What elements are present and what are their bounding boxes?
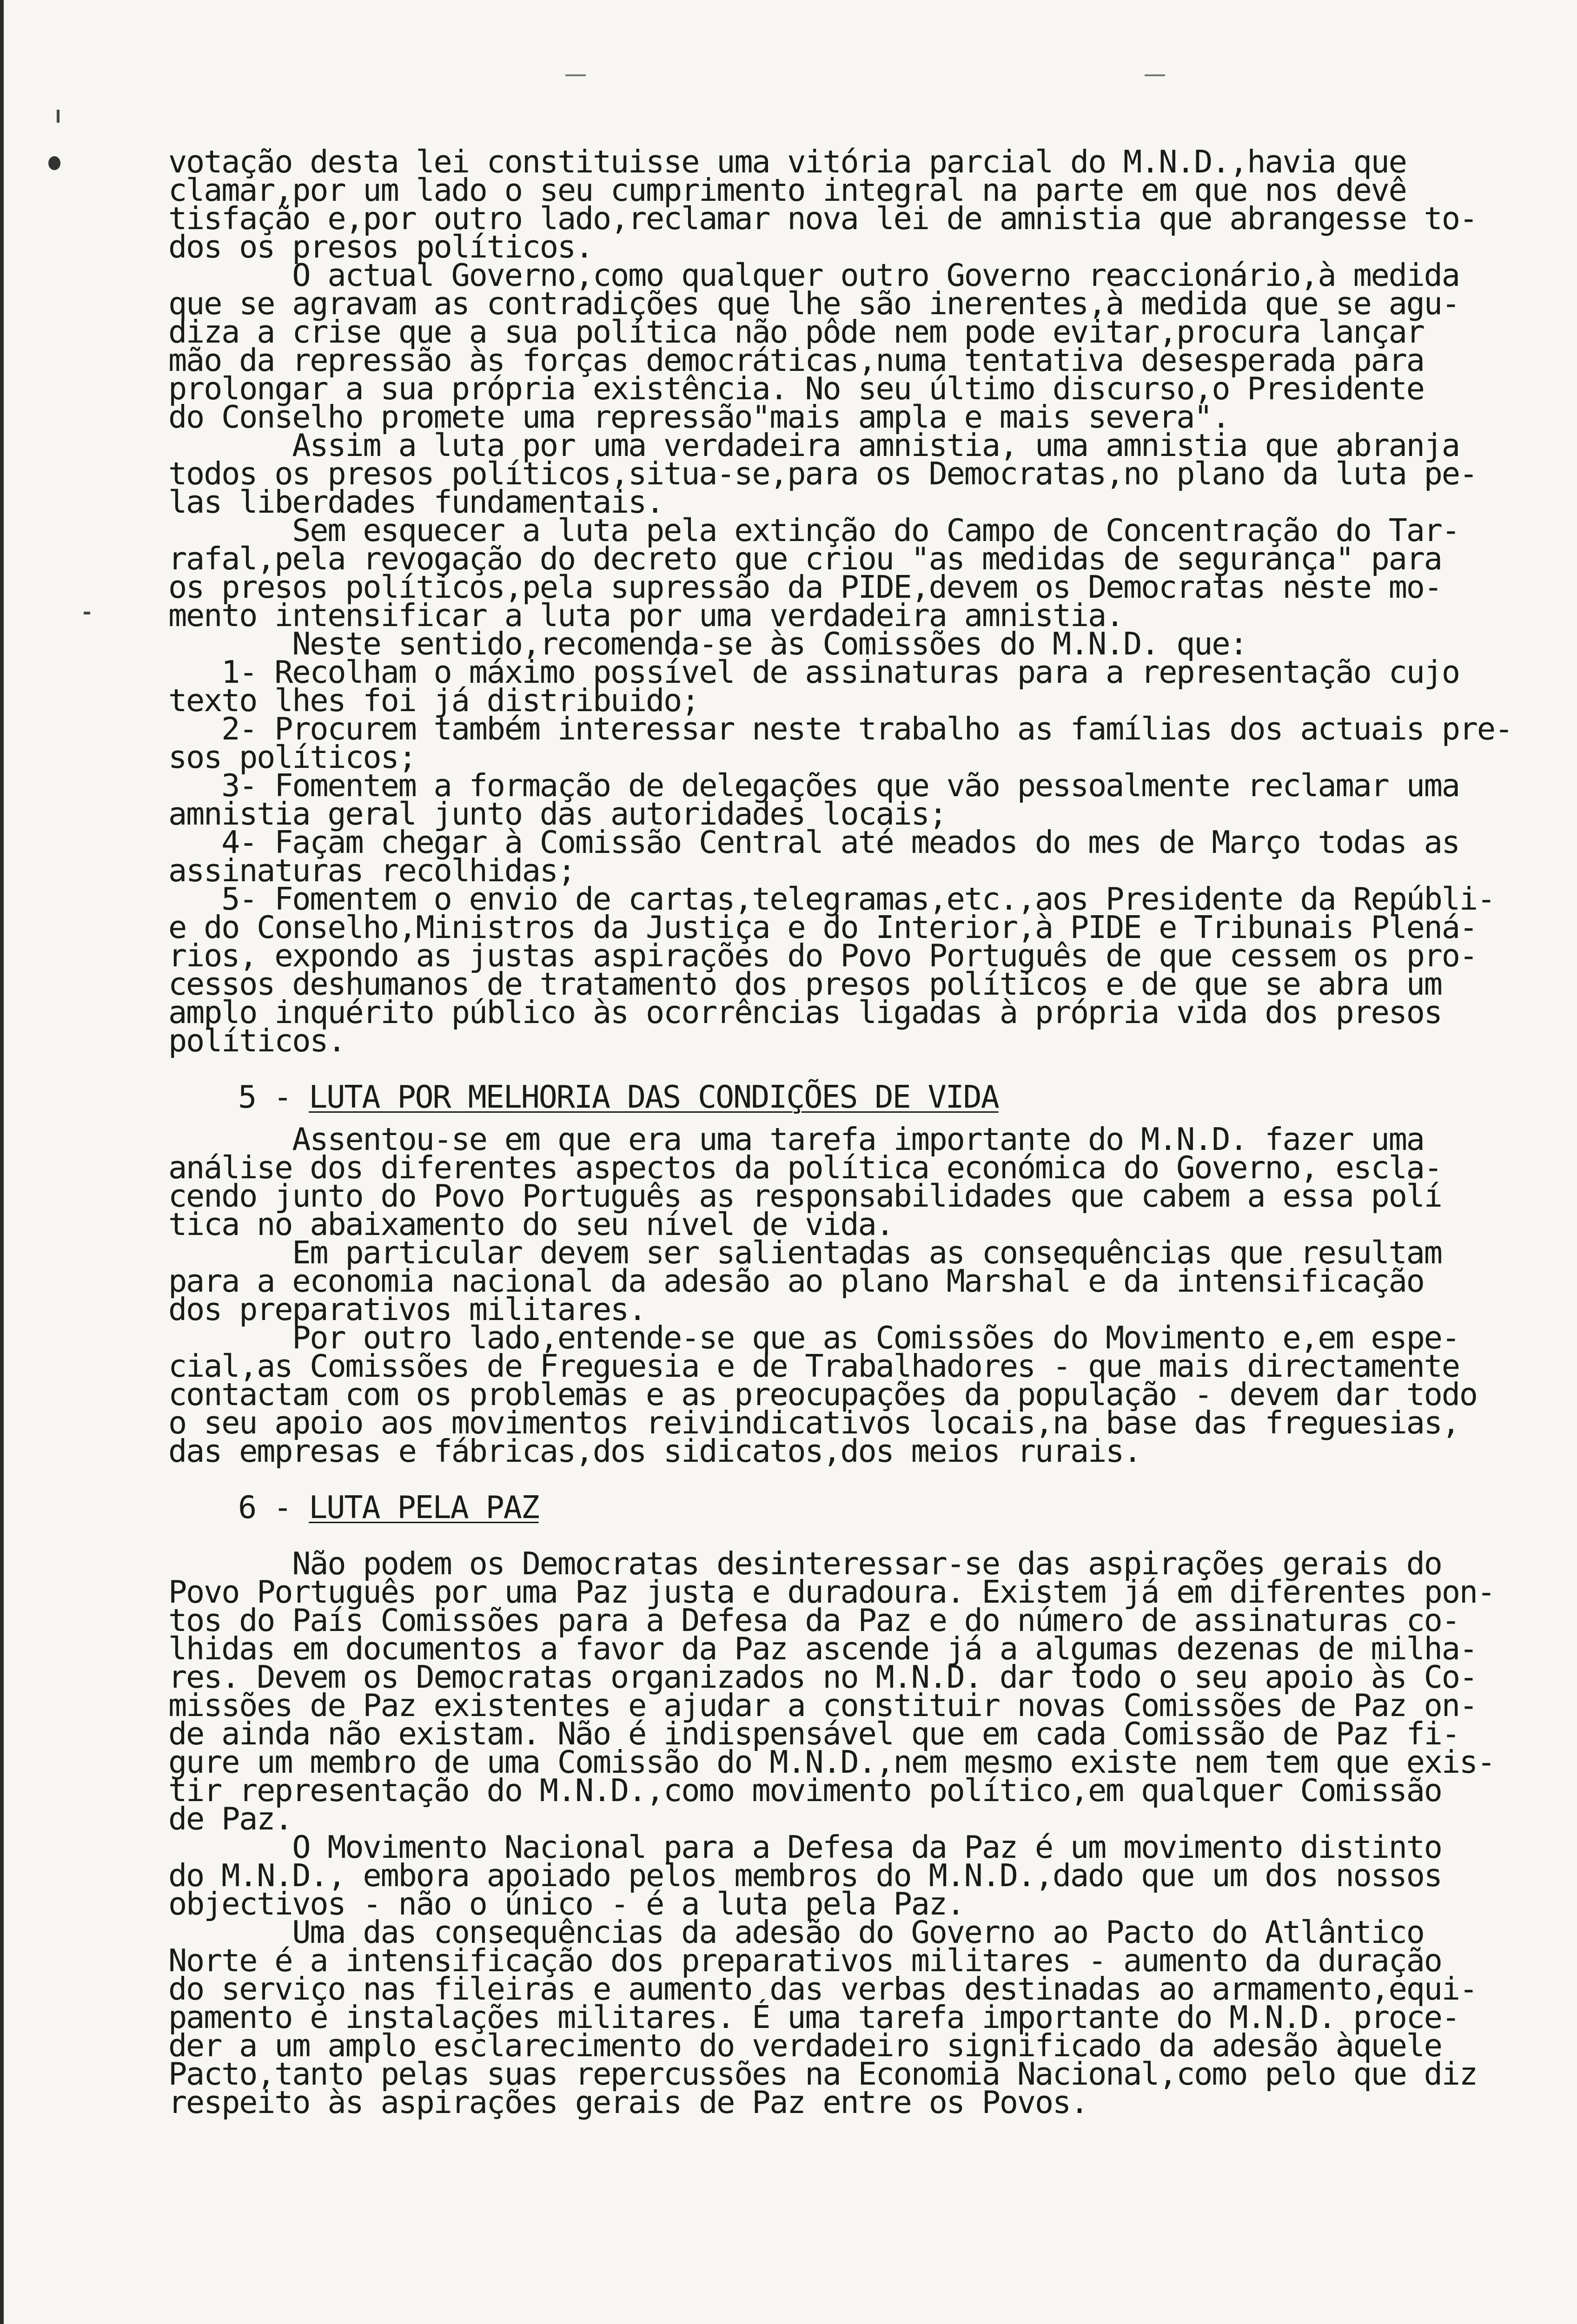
text-line: que se agravam as contradições que lhe são inerentes,à medida que se agu- [168, 285, 1459, 322]
text-line: Por outro lado,entende-se que as Comissões do Movimento e,em espe- [168, 1320, 1459, 1356]
text-line: Não podem os Democratas desinteressar-se das aspirações gerais do [168, 1545, 1442, 1582]
text-line: tica no abaixamento do seu nível de vida. [168, 1206, 894, 1242]
text-line: dos preparativos militares. [168, 1291, 646, 1327]
text-line: dos os presos políticos. [168, 229, 593, 265]
text-line: cendo junto do Povo Português as responsabilidades que cabem a essa polí [168, 1178, 1442, 1214]
text-line: de Paz. [168, 1801, 292, 1837]
paragraph-s6p2 [168, 1829, 1544, 1922]
text-line: objectivos - não o único - é a luta pela Paz. [168, 1886, 964, 1922]
scan-left-edge [0, 0, 4, 2324]
text-line: Sem esquecer a luta pela extinção do Campo de Concentração do Tar- [168, 512, 1459, 548]
paragraph-s6p3 [168, 1914, 1544, 2120]
text-line: 3- Fomentem a formação de delegações que vão pessoalmente reclamar uma [168, 767, 1459, 804]
text-line: Em particular devem ser salientadas as consequências que resultam [168, 1235, 1442, 1271]
punch-hole-mark [48, 156, 60, 170]
paragraph-p1 [168, 144, 1544, 265]
text-line: O actual Governo,como qualquer outro Governo reaccionário,à medida [168, 257, 1459, 293]
text-line: das empresas e fábricas,dos sidicatos,dos meios rurais. [168, 1433, 1141, 1469]
text-line: contactam com os problemas e as preocupações da população - devem dar todo [168, 1376, 1477, 1413]
text-line: os presos políticos,pela supressão da PIDE,devem os Democratas neste mo- [168, 569, 1442, 605]
text-line: 2- Procurem também interessar neste trabalho as famílias dos actuais pre- [168, 711, 1512, 747]
text-line: Neste sentido,recomenda-se às Comissões do M.N.D. que: [168, 626, 1247, 662]
text-line: pamento e instalações militares. É uma tarefa importante do M.N.D. proce- [168, 1999, 1459, 2035]
paragraph-s6p1 [168, 1545, 1544, 1837]
text-line: prolongar a sua própria existência. No seu último discurso,o Presidente [168, 370, 1424, 407]
text-line: de ainda não existam. Não é indispensável que em cada Comissão de Paz fi- [168, 1716, 1459, 1752]
text-line: tisfação e,por outro lado,reclamar nova lei de amnistia que abrangesse to- [168, 200, 1477, 237]
text-line: Assentou-se em que era uma tarefa importante do M.N.D. fazer uma [168, 1121, 1424, 1157]
text-line: gure um membro de uma Comissão do M.N.D.,nem mesmo existe nem tem que exis- [168, 1744, 1495, 1780]
text-line: lhidas em documentos a favor da Paz ascende já a algumas dezenas de milha- [168, 1631, 1477, 1667]
text-line: Uma das consequências da adesão do Governo ao Pacto do Atlântico [168, 1914, 1424, 1950]
text-line: Pacto,tanto pelas suas repercussões na Economia Nacional,como pelo que diz [168, 2056, 1477, 2092]
paragraph-s5p2 [168, 1235, 1544, 1327]
text-line: cessos deshumanos de tratamento dos presos políticos e de que se abra um [168, 966, 1442, 1002]
section-5-heading: 5 - LUTA POR MELHORIA DAS CONDIÇÕES DE VIDA [238, 1079, 999, 1115]
margin-tick [84, 612, 90, 614]
text-line: res. Devem os Democratas organizados no M.N.D. dar todo o seu apoio às Co- [168, 1659, 1477, 1695]
text-line: las liberdades fundamentais. [168, 484, 664, 520]
text-line: amnistia geral junto das autoridades locais; [168, 796, 947, 832]
text-line: todos os presos políticos,situa-se,para os Democratas,no plano da luta pe- [168, 456, 1477, 492]
header-dash-left [565, 74, 586, 76]
text-line: Povo Português por uma Paz justa e duradoura. Existem já em diferentes pon- [168, 1574, 1495, 1610]
text-line: assinaturas recolhidas; [168, 852, 575, 889]
paragraph-group-paz [168, 1545, 1544, 2120]
text-line: do Conselho promete uma repressão"mais ampla e mais severa". [168, 399, 1230, 435]
section-6-heading: 6 - LUTA PELA PAZ [238, 1489, 539, 1525]
text-line: rios, expondo as justas aspirações do Povo Português de que cessem os pro- [168, 938, 1477, 974]
text-line: análise dos diferentes aspectos da política económica do Governo, escla- [168, 1149, 1442, 1186]
text-line: sos políticos; [168, 739, 416, 775]
text-line: políticos. [168, 1023, 345, 1059]
text-line: Norte é a intensificação dos preparativos militares - aumento da duração [168, 1942, 1442, 1979]
text-line: votação desta lei constituisse uma vitória parcial do M.N.D.,havia que [168, 144, 1406, 180]
text-line: cial,as Comissões de Freguesia e de Trabalhadores - que mais directamente [168, 1348, 1459, 1384]
paragraph-p8 [168, 767, 1544, 832]
text-line: 1- Recolham o máximo possível de assinaturas para a representação cujo [168, 654, 1459, 690]
text-line: do M.N.D., embora apoiado pelos membros do M.N.D.,dado que um dos nossos [168, 1857, 1442, 1894]
paragraph-s5p1 [168, 1121, 1544, 1242]
text-line: respeito às aspirações gerais de Paz entre os Povos. [168, 2084, 1088, 2120]
paragraph-p9 [168, 824, 1544, 889]
text-line: amplo inquérito público às ocorrências ligadas à própria vida dos presos [168, 994, 1442, 1030]
text-line: O Movimento Nacional para a Defesa da Paz é um movimento distinto [168, 1829, 1442, 1865]
typed-body [168, 144, 1544, 2120]
text-line: 5- Fomentem o envio de cartas,telegramas,etc.,aos Presidente da Repúbli- [168, 881, 1495, 917]
text-line: missões de Paz existentes e ajudar a constituir novas Comissões de Paz on- [168, 1687, 1477, 1723]
paragraph-p10 [168, 881, 1544, 1059]
text-line: do serviço nas fileiras e aumento das verbas destinadas ao armamento,equi- [168, 1971, 1477, 2007]
header-dash-right [1145, 74, 1165, 76]
paragraph-p3 [168, 427, 1544, 520]
text-line: rafal,pela revogação do decreto que criou "as medidas de segurança" para [168, 541, 1442, 577]
text-line: mão da repressão às forças democráticas,numa tentativa desesperada para [168, 342, 1424, 378]
text-line: clamar,por um lado o seu cumprimento integral na parte em que nos devê [168, 172, 1406, 208]
text-line: o seu apoio aos movimentos reivindicativos locais,na base das freguesias, [168, 1405, 1459, 1441]
paragraph-group-amnistia [168, 144, 1544, 1059]
text-line: tos do País Comissões para a Defesa da Paz e do número de assinaturas co- [168, 1602, 1459, 1638]
section-5-title: LUTA POR MELHORIA DAS CONDIÇÕES DE VIDA [309, 1079, 999, 1115]
section-6-title: LUTA PELA PAZ [309, 1489, 539, 1525]
text-line: mento intensificar a luta por uma verdadeira amnistia. [168, 597, 1124, 634]
text-line: Assim a luta por uma verdadeira amnistia, uma amnistia que abranja [168, 427, 1459, 463]
text-line: para a economia nacional da adesão ao plano Marshal e da intensificação [168, 1263, 1424, 1299]
margin-tick [57, 110, 60, 123]
paragraph-p6 [168, 654, 1544, 719]
paragraph-p7 [168, 711, 1544, 775]
paragraph-p2 [168, 257, 1544, 435]
paragraph-p4 [168, 512, 1544, 634]
paragraph-s5p3 [168, 1320, 1544, 1469]
text-line: texto lhes foi já distribuido; [168, 682, 699, 719]
text-line: tir representação do M.N.D.,como movimento político,em qualquer Comissão [168, 1772, 1442, 1809]
text-line: der a um amplo esclarecimento do verdadeiro significado da adesão àquele [168, 2027, 1442, 2064]
text-line: diza a crise que a sua política não pôde nem pode evitar,procura lançar [168, 314, 1424, 350]
text-line: 4- Façam chegar à Comissão Central até meados do mes de Março todas as [168, 824, 1459, 860]
text-line: e do Conselho,Ministros da Justiça e do Interior,à PIDE e Tribunais Plená- [168, 909, 1477, 945]
paragraph-group-condicoes [168, 1121, 1544, 1469]
